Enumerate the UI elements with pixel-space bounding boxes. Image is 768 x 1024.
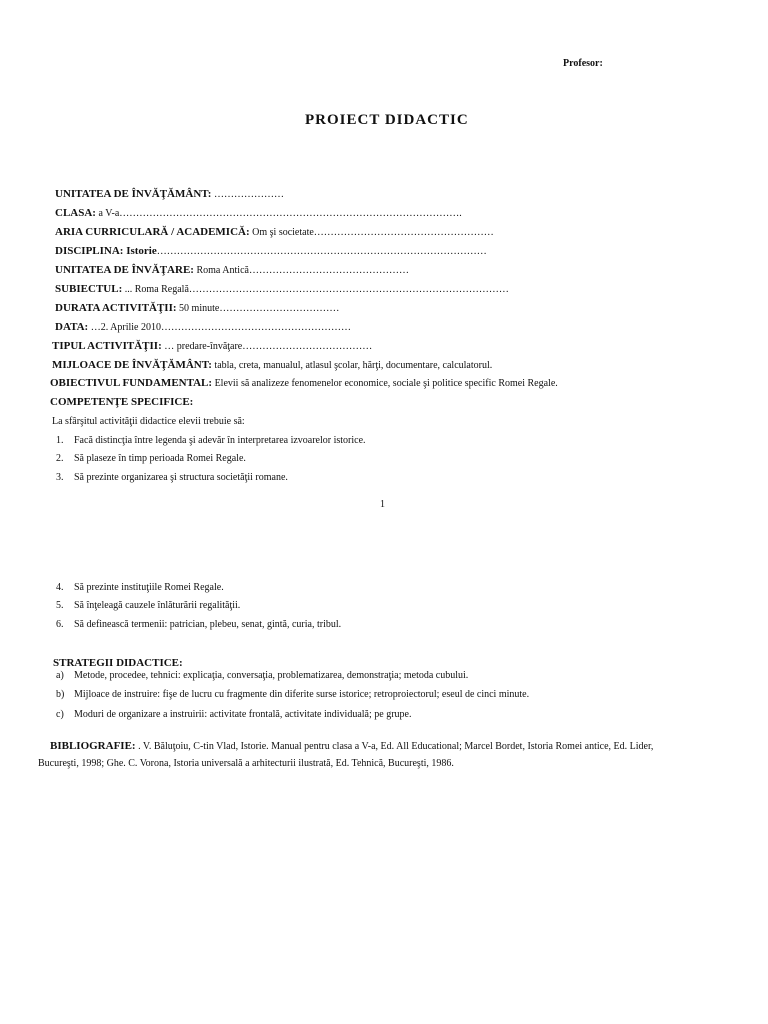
field-competente-heading: COMPETENŢE SPECIFICE: (50, 396, 194, 408)
field-unitatea-invatare: UNITATEA DE ÎNVĂŢARE: Roma Antică………………………………………… (55, 264, 409, 276)
list-item: a) Metode, procedee, tehnici: explicaţia, conversaţia, problematizarea, demonstraţia; metoda cubului. (56, 670, 469, 681)
field-obiectivul: OBIECTIVUL FUNDAMENTAL: Elevii să analizeze fenomenelor economice, sociale şi politice specific Romei Regale. (50, 377, 558, 389)
field-tipul-activitatii: TIPUL ACTIVITĂŢII: … predare-învăţare………………………………… (52, 340, 373, 352)
list-item: 1. Facă distincţia între legenda şi adevăr în interpretarea izvoarelor istorice. (56, 435, 366, 446)
page-number: 1 (380, 499, 385, 510)
field-data: DATA: …2. Aprilie 2010………………………………………………… (55, 321, 351, 333)
list-item: 6. Să definească termenii: patrician, plebeu, senat, gintă, curia, tribul. (56, 619, 342, 630)
bibliografie-line-1: BIBLIOGRAFIE: . V. Băluţoiu, C-tin Vlad, Istorie. Manual pentru clasa a V-a, Ed. All Educational; Marcel Bordet, Istoria Romei antice, Ed. Lider, (50, 740, 654, 752)
list-item: b) Mijloace de instruire: fişe de lucru cu fragmente din diferite surse istorice; retroproiectorul; eseul de cinci minute. (56, 689, 530, 700)
list-item: 2. Să plaseze în timp perioada Romei Regale. (56, 453, 246, 464)
strategii-heading: STRATEGII DIDACTICE: (53, 657, 183, 669)
field-unitatea-invatamant: UNITATEA DE ÎNVĂŢĂMÂNT: ………………… (55, 188, 284, 200)
field-aria-curriculara: ARIA CURRICULARĂ / ACADEMICĂ: Om şi societate……………………………………………… (55, 226, 494, 238)
field-mijloace: MIJLOACE DE ÎNVĂŢĂMÂNT: tabla, creta, manualul, atlasul şcolar, hărţi, documentare, calculatorul. (52, 359, 493, 371)
list-item: 4. Să prezinte instituţiile Romei Regale. (56, 582, 224, 593)
competente-intro: La sfârşitul activităţii didactice elevii trebuie să: (52, 416, 245, 427)
field-clasa: CLASA: a V-a…………………………………………………………………………………………. (55, 207, 462, 219)
profesor-label: Profesor: (563, 58, 603, 69)
bibliografie-line-2: Bucureşti, 1998; Ghe. C. Vorona, Istoria universală a arhitecturii ilustrată, Ed. Tehnică, Bucureşti, 1986. (38, 758, 454, 769)
list-item: 3. Să prezinte organizarea şi structura societăţii romane. (56, 472, 288, 483)
field-subiectul: SUBIECTUL: ... Roma Regală…………………………………………………………………………………… (55, 283, 509, 295)
list-item: c) Moduri de organizare a instruirii: activitate frontală, activitate individuală; pe grupe. (56, 709, 412, 720)
field-durata: DURATA ACTIVITĂŢII: 50 minute……………………………… (55, 302, 340, 314)
field-disciplina: DISCIPLINA: Istorie……………………………………………………………………………………… (55, 245, 487, 257)
document-title: PROIECT DIDACTIC (305, 112, 469, 128)
bibliografie-label: BIBLIOGRAFIE: (50, 740, 136, 752)
list-item: 5. Să înţeleagă cauzele înlăturării regalităţii. (56, 600, 241, 611)
